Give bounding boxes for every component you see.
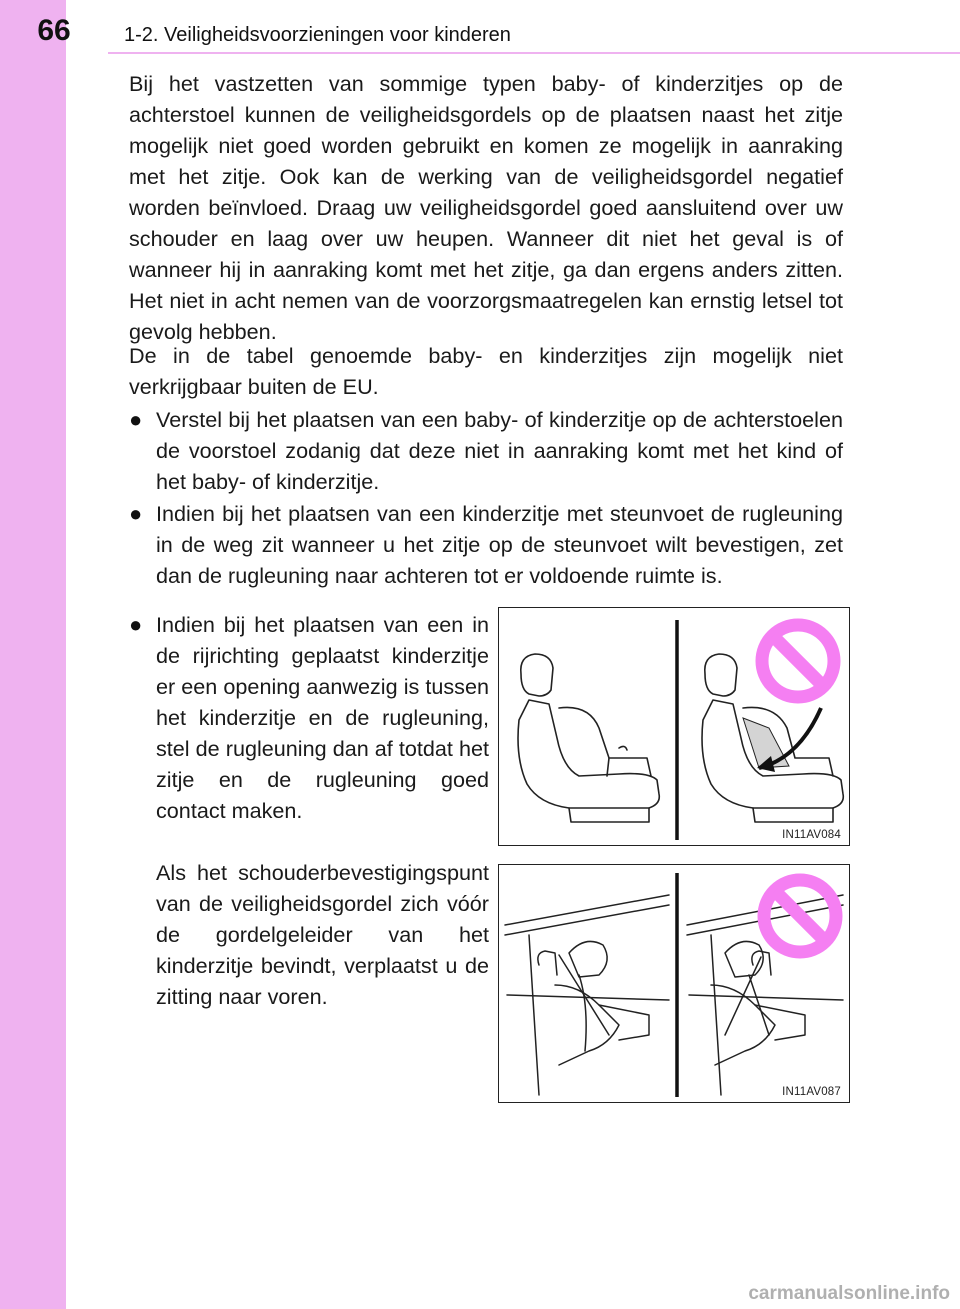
section-title: 1-2. Veiligheidsvoorzieningen voor kinderen — [124, 24, 511, 46]
bullet-item — [129, 498, 843, 591]
availability-note: De in de tabel genoemde baby- en kinderzitjes zijn mogelijk niet verkrijgbaar buiten de EU. — [129, 343, 843, 399]
figure-belt-anchor — [498, 864, 850, 1103]
no-entry-icon — [753, 616, 843, 706]
bullet-text: Indien bij het plaatsen van een kinderzitje met steunvoet de rugleuning in de weg zit wanneer u het zitje op de steunvoet wilt bevestigen, zet dan de rugleuning naar achteren tot er voldoende ruimte is. — [156, 501, 843, 588]
figure-seat-gap — [498, 607, 850, 846]
bullet-item — [129, 609, 489, 826]
bullet-text: Indien bij het plaatsen van een in de rijrichting geplaatst kinderzitje er een opening aanwezig is tussen het kinderzitje en de rugleuning, stel de rugleuning dan af totdat het zitje en de rugleuning goed contact maken. — [156, 612, 489, 823]
bullet-item — [129, 404, 843, 497]
bullet-dot-icon: ● — [129, 612, 143, 637]
bullet-dot-icon: ● — [129, 501, 143, 526]
no-entry-icon — [755, 871, 845, 961]
header-divider — [108, 52, 960, 54]
watermark: carmanualsonline.info — [748, 1283, 950, 1304]
figure-code: IN11AV084 — [782, 829, 841, 841]
bullet-dot-icon: ● — [129, 407, 143, 432]
followup-paragraph: Als het schouderbevestigingspunt van de veiligheidsgordel zich vóór de gordelgeleider van het kinderzitje bevindt, verplaatst u de zitting naar voren. — [156, 860, 489, 1009]
chapter-side-bar — [0, 0, 66, 1309]
figure-code: IN11AV087 — [782, 1086, 841, 1098]
page-number: 66 — [37, 14, 71, 47]
bullet-text: Verstel bij het plaatsen van een baby- of kinderzitje op de achterstoelen de voorstoel zodanig dat deze niet in aanraking komt met het kind of het baby- of kinderzitje. — [156, 407, 843, 494]
intro-paragraph: Bij het vastzetten van sommige typen baby- of kinderzitjes op de achterstoel kunnen de veiligheidsgordels op de plaatsen naast het zitje mogelijk niet goed worden gebruikt en komen ze mogelijk in aanraking met het zitje. Ook kan de werking van de veiligheidsgordel negatief worden beïnvloed. Draag uw veiligheidsgordel goed aansluitend over uw schouder en laag over uw heupen. Wanneer dit niet het geval is of wanneer hij in aanraking komt met het zitje, ga dan ergens anders zitten. Het niet in acht nemen van de voorzorgsmaatregelen kan ernstig letsel tot gevolg hebben. — [129, 71, 843, 344]
